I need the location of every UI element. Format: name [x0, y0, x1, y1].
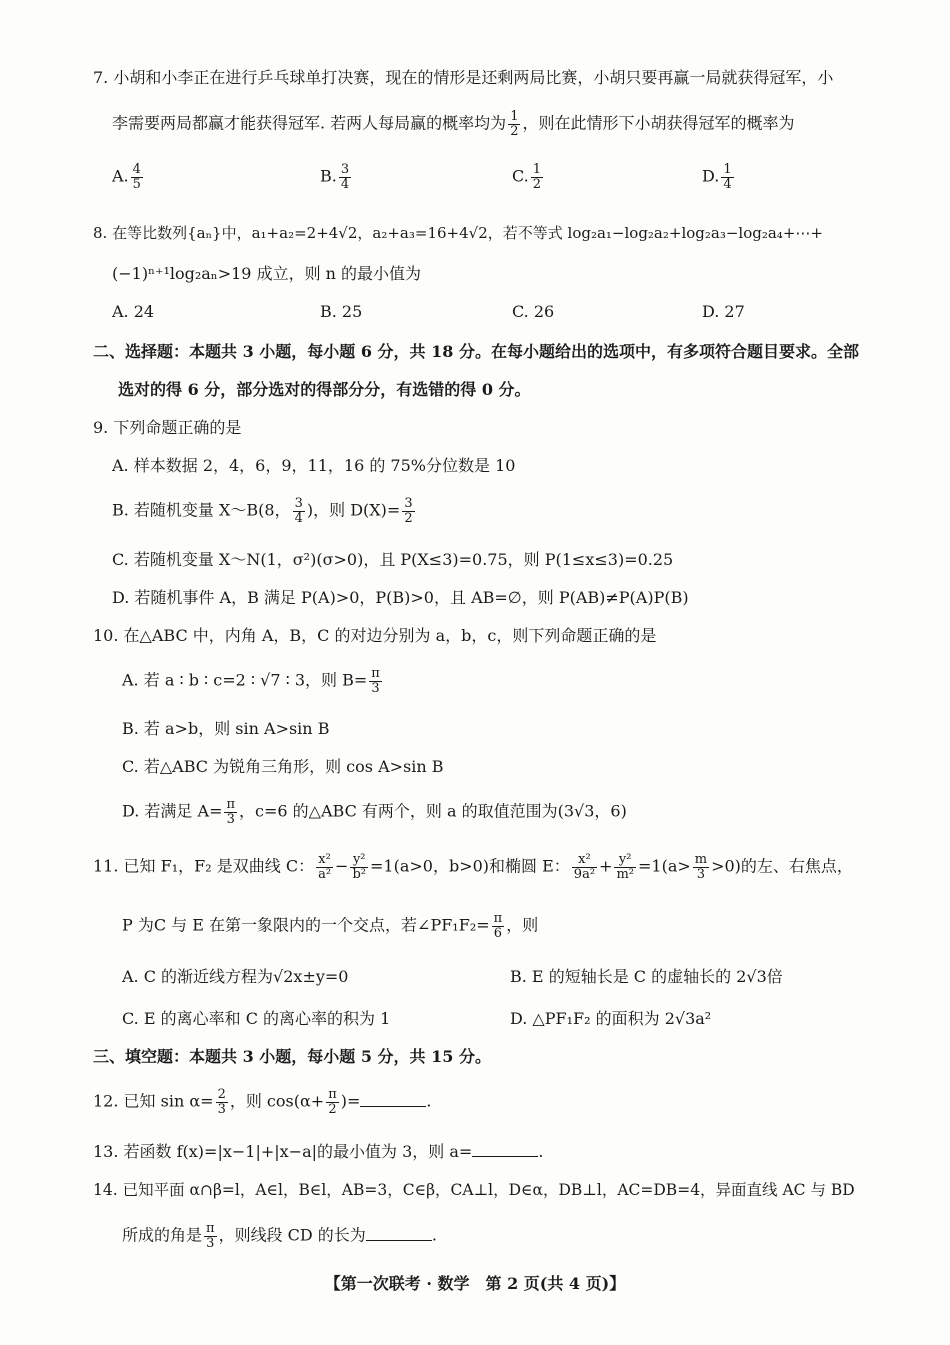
q10-option-b: B. 若 a>b，则 sin A>sin B [122, 719, 330, 738]
q12-answer-blank[interactable] [360, 1092, 426, 1107]
q14-line2: 所成的角是 $\frac{\pi}{3}$ ，则线段 CD 的长为 . [122, 1221, 437, 1251]
page-footer: 【第一次联考 · 数学 第 2 页(共 4 页)】 [324, 1274, 626, 1293]
q11-option-c: C. E 的离心率和 C 的离心率的积为 1 [122, 1009, 391, 1028]
q11-line2: P 为C 与 E 在第一象限内的一个交点，若∠PF₁F₂= $\frac{\pi}{6}$ ，则 [122, 911, 539, 941]
q10-option-c: C. 若△ABC 为锐角三角形，则 cos A>sin B [122, 757, 444, 776]
q14-line1: 14. 已知平面 α∩β=l，A∈l，B∈l，AB=3，C∈β，CA⊥l，D∈α，DB⊥l，AC=DB=4，异面直线 AC 与 BD [93, 1181, 855, 1199]
q13-answer-blank[interactable] [472, 1142, 538, 1157]
q11-line1: 11. 已知 F₁，F₂ 是双曲线 C： $\frac{\text{x²}}{\text{a²}}$ − $\frac{\text{y²}}{\text{b²}}$ =1(a>0，b>0)和椭圆 E： $\frac{\text{x²}}{\text{9a²}}$ + $\frac{\text{y²}}{\text{m²}}$ =1(a> $\frac{m}{3}$ >0)的左、右焦点， [93, 852, 853, 882]
q7-half-frac: $\frac{1}{2}$ [510, 109, 519, 139]
q10-option-a: A. 若 a ∶ b ∶ c=2 ∶ √7 ∶ 3，则 B= $\frac{\pi}{3}$ [122, 666, 380, 696]
q7-line2-pre: 李需要两局都赢才能获得冠军. 若两人每局赢的概率均为 [112, 113, 507, 133]
q11-option-b: B. E 的短轴长是 C 的虚轴长的 2√3倍 [510, 967, 783, 986]
q11-option-d: D. △PF₁F₂ 的面积为 2√3a² [510, 1009, 712, 1028]
q14-answer-blank[interactable] [366, 1226, 432, 1241]
section2-heading-line2: 选对的得 6 分，部分选对的得部分分，有选错的得 0 分。 [118, 380, 531, 399]
q8-line2: (−1)ⁿ⁺¹log₂aₙ>19 成立，则 n 的最小值为 [112, 264, 422, 283]
q8-option-a: A. 24 [112, 302, 155, 321]
q8-option-b: B. 25 [320, 302, 363, 321]
section2-heading-line1: 二、选择题：本题共 3 小题，每小题 6 分，共 18 分。在每小题给出的选项中，有多项符合题目要求。全部 [93, 342, 859, 361]
q7-option-b: B. $\frac{3}{4}$ [320, 162, 350, 192]
q10-stem: 10. 在△ABC 中，内角 A，B，C 的对边分别为 a，b，c，则下列命题正确的是 [93, 626, 657, 645]
q10-option-d: D. 若满足 A= $\frac{\pi}{3}$ ，c=6 的△ABC 有两个，则 a 的取值范围为(3√3，6) [122, 797, 627, 827]
q7-option-d: D. $\frac{1}{4}$ [702, 162, 732, 192]
q11-option-a: A. C 的渐近线方程为√2x±y=0 [122, 967, 349, 986]
q8-option-c: C. 26 [512, 302, 555, 321]
q9-option-c: C. 若随机变量 X～N(1，σ²)(σ>0)，且 P(X≤3)=0.75，则 P(1≤x≤3)=0.25 [112, 550, 674, 569]
section3-heading: 三、填空题：本题共 3 小题，每小题 5 分，共 15 分。 [93, 1047, 491, 1066]
q7-option-c: C. $\frac{1}{2}$ [512, 162, 542, 192]
q9-option-a: A. 样本数据 2，4，6，9，11，16 的 75%分位数是 10 [112, 456, 516, 475]
q9-option-d: D. 若随机事件 A，B 满足 P(A)>0，P(B)>0，且 AB=∅，则 P(AB)≠P(A)P(B) [112, 588, 689, 607]
q7-line2-post: ，则在此情形下小胡获得冠军的概率为 [522, 113, 795, 133]
q7-line2 [112, 110, 794, 138]
q12-line: 12. 已知 sin α= $\frac{2}{3}$ ，则 cos(α+ $\frac{\pi}{2}$ )= . [93, 1087, 432, 1117]
q7-line1: 7. 小胡和小李正在进行乒乓球单打决赛，现在的情形是还剩两局比赛，小胡只要再赢一局就获得冠军，小 [93, 68, 834, 87]
q7-option-a: A. $\frac{4}{5}$ [112, 162, 141, 192]
q13-line: 13. 若函数 f(x)=|x−1|+|x−a|的最小值为 3，则 a= . [93, 1142, 544, 1161]
q9-option-b: B. 若随机变量 X～B(8， $\frac{3}{4}$ )，则 D(X)= $\frac{3}{2}$ [112, 496, 413, 526]
q8-option-d: D. 27 [702, 302, 745, 321]
q9-stem: 9. 下列命题正确的是 [93, 418, 242, 437]
q8-line1: 8. 在等比数列{aₙ}中，a₁+a₂=2+4√2，a₂+a₃=16+4√2，若不等式 log₂a₁−log₂a₂+log₂a₃−log₂a₄+⋯+ [93, 224, 823, 242]
